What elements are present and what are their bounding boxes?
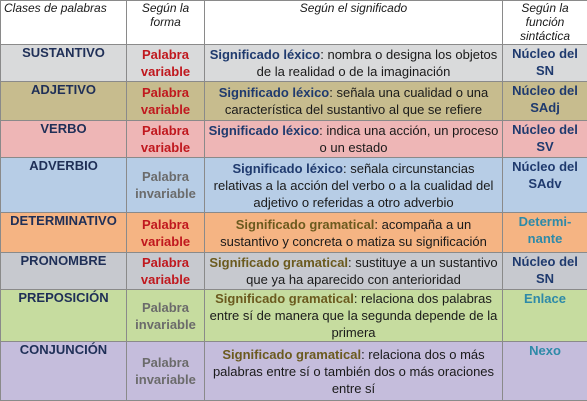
row-name: CONJUNCIÓN — [1, 342, 127, 401]
row-term: Significado gramatical — [222, 347, 361, 362]
row-desc: : indica una acción, un proceso o un estado — [319, 123, 498, 155]
row-term: Significado gramatical — [236, 217, 375, 232]
table-row — [1, 342, 587, 401]
row-forma: Palabra variable — [127, 45, 205, 82]
row-name: ADVERBIO — [1, 158, 127, 213]
row-term: Significado gramatical — [209, 255, 348, 270]
row-name: ADJETIVO — [1, 82, 127, 121]
row-significado — [205, 121, 503, 158]
row-name: DETERMINATIVO — [1, 213, 127, 253]
table-row — [1, 290, 587, 342]
row-significado — [205, 342, 503, 401]
table-row — [1, 82, 587, 121]
row-desc: : nombra o designa los objetos de la realidad o de la imaginación — [257, 47, 498, 79]
header-row — [1, 1, 587, 45]
row-desc: : sustituye a un sustantivo que ya ha aparecido con anterioridad — [246, 255, 497, 287]
row-funcion: Núcleo del SN — [503, 45, 587, 82]
row-funcion: Determi-nante — [503, 213, 587, 253]
row-funcion: Núcleo del SAdj — [503, 82, 587, 121]
row-name: PRONOMBRE — [1, 253, 127, 290]
row-funcion: Enlace — [503, 290, 587, 342]
table-row — [1, 45, 587, 82]
row-funcion: Núcleo del SAdv — [503, 158, 587, 213]
row-forma: Palabra invariable — [127, 290, 205, 342]
row-forma: Palabra invariable — [127, 342, 205, 401]
row-term: Significado léxico — [210, 47, 321, 62]
row-desc: : señala circunstancias relativas a la acción del verbo o a la cualidad del adjetivo o referidas a otro adverbio — [214, 161, 494, 210]
row-name: VERBO — [1, 121, 127, 158]
row-significado — [205, 213, 503, 253]
row-name: SUSTANTIVO — [1, 45, 127, 82]
row-desc: : acompaña a un sustantivo y concreta o matiza su significación — [220, 217, 487, 249]
table-row — [1, 121, 587, 158]
row-funcion: Núcleo del SV — [503, 121, 587, 158]
header-clase: Clases de palabras — [1, 1, 127, 45]
header-significado: Según el significado — [205, 1, 503, 45]
table-row — [1, 158, 587, 213]
row-term: Significado léxico — [209, 123, 320, 138]
row-term: Significado léxico — [219, 85, 330, 100]
row-forma: Palabra invariable — [127, 158, 205, 213]
row-desc: : relaciona dos palabras entre sí de manera que la segunda depende de la primera — [210, 291, 498, 340]
row-desc: : señala una cualidad o una característica del sustantivo al que se refiere — [225, 85, 488, 117]
row-forma: Palabra variable — [127, 253, 205, 290]
row-significado — [205, 290, 503, 342]
row-term: Significado léxico — [232, 161, 343, 176]
row-significado — [205, 45, 503, 82]
row-forma: Palabra variable — [127, 213, 205, 253]
row-term: Significado gramatical — [215, 291, 354, 306]
row-desc: : relaciona dos o más palabras entre sí o también dos o más oraciones entre sí — [213, 347, 494, 396]
row-significado — [205, 158, 503, 213]
row-significado — [205, 253, 503, 290]
row-forma: Palabra variable — [127, 82, 205, 121]
header-funcion: Según la función sintáctica — [503, 1, 587, 45]
row-funcion: Nexo — [503, 342, 587, 401]
table-row — [1, 213, 587, 253]
row-name: PREPOSICIÓN — [1, 290, 127, 342]
row-significado — [205, 82, 503, 121]
header-forma: Según la forma — [127, 1, 205, 45]
row-forma: Palabra variable — [127, 121, 205, 158]
table-row — [1, 253, 587, 290]
row-funcion: Núcleo del SN — [503, 253, 587, 290]
